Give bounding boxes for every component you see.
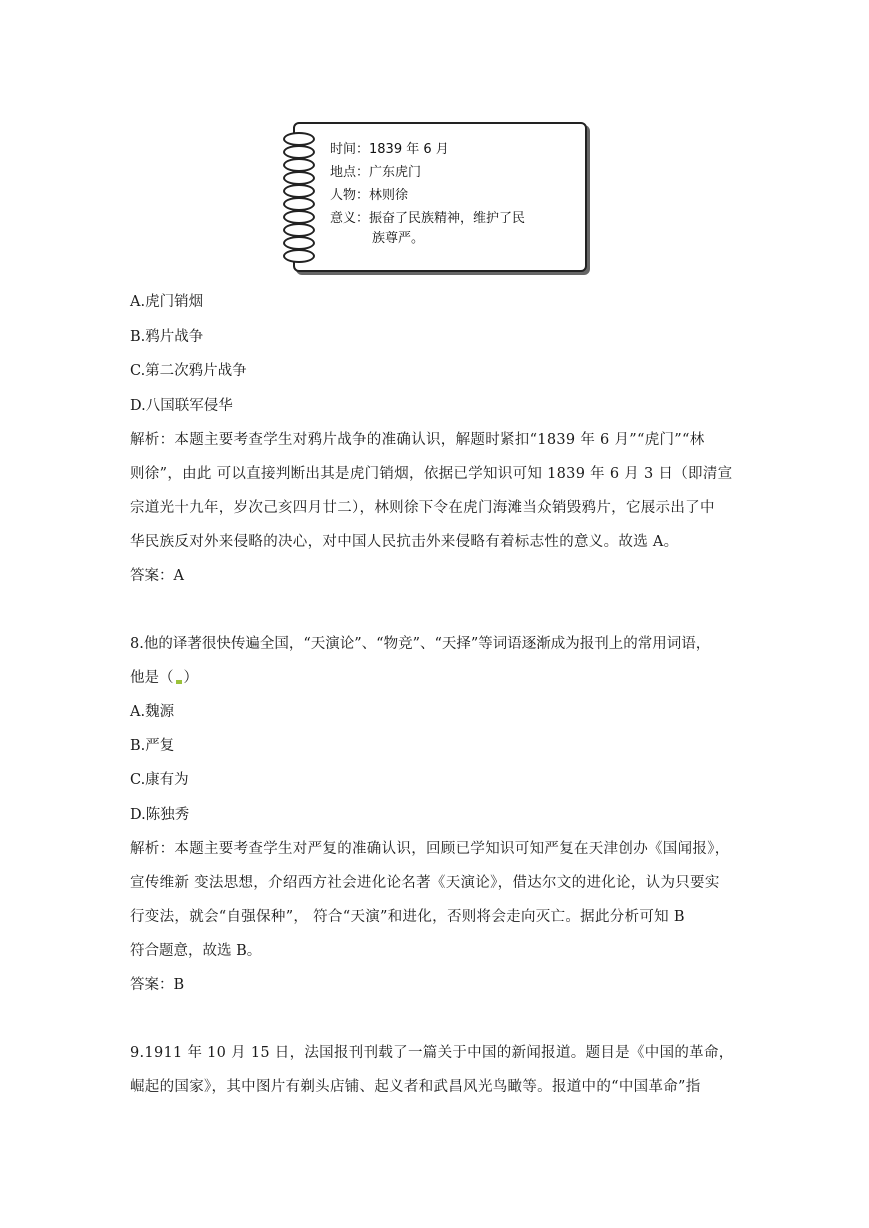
q9-stem-line: 9.1911 年 10 月 15 日，法国报刊刊载了一篇关于中国的新闻报道。题目是《中国的革命， bbox=[130, 1045, 734, 1061]
figure-line-significance-cont: 族尊严。 bbox=[372, 231, 425, 246]
figure-line-significance: 意义：振奋了民族精神，维护了民 bbox=[330, 211, 526, 226]
q8-stem-text: 他是（ bbox=[130, 670, 174, 686]
answer-blank-marker bbox=[176, 680, 182, 684]
spiral-ring-icon bbox=[283, 171, 315, 185]
q7-analysis-line: 则徐”，由此 可以直接判断出其是虎门销烟，依据已学知识可知 1839 年 6 月 3 日（即清宣 bbox=[130, 466, 733, 482]
spiral-ring-icon bbox=[283, 197, 315, 211]
q8-stem-line: 8.他的译著很快传遍全国，“天演论”、“物竞”、“天择”等词语逐渐成为报刊上的常用词语， bbox=[130, 636, 711, 652]
figure-line-place: 地点：广东虎门 bbox=[330, 165, 422, 180]
q8-analysis-line: 宣传维新 变法思想，介绍西方社会进化论名著《天演论》，借达尔文的进化论，认为只要实 bbox=[130, 875, 720, 891]
q7-analysis-line: 解析：本题主要考查学生对鸦片战争的准确认识，解题时紧扣“1839 年 6 月”“虎门”“林 bbox=[130, 432, 705, 448]
q7-option-b: B.鸦片战争 bbox=[130, 329, 204, 345]
q8-option-c: C.康有为 bbox=[130, 772, 189, 788]
q7-analysis-line: 宗道光十九年，岁次己亥四月廿二），林则徐下令在虎门海滩当众销毁鸦片，它展示出了中 bbox=[130, 500, 715, 516]
spiral-ring-icon bbox=[283, 249, 315, 263]
q7-analysis-line: 华民族反对外来侵略的决心，对中国人民抗击外来侵略有着标志性的意义。故选 A。 bbox=[130, 534, 679, 550]
q7-option-a: A.虎门销烟 bbox=[130, 294, 204, 310]
q9-stem-line: 崛起的国家》，其中图片有剃头店铺、起义者和武昌风光鸟瞰等。报道中的“中国革命”指 bbox=[130, 1079, 701, 1095]
q8-option-d: D.陈独秀 bbox=[130, 807, 190, 823]
figure-line-person: 人物：林则徐 bbox=[330, 188, 409, 203]
q8-answer: 答案：B bbox=[130, 977, 185, 993]
notebook-figure bbox=[283, 118, 586, 274]
spiral-ring-icon bbox=[283, 132, 315, 146]
q8-option-b: B.严复 bbox=[130, 738, 175, 754]
q8-option-a: A.魏源 bbox=[130, 704, 175, 720]
spiral-ring-icon bbox=[283, 236, 315, 250]
q7-option-d: D.八国联军侵华 bbox=[130, 398, 233, 414]
spiral-ring-icon bbox=[283, 184, 315, 198]
q8-stem-close: ） bbox=[183, 670, 198, 686]
figure-line-time: 时间：1839 年 6 月 bbox=[330, 142, 449, 157]
q8-analysis-line: 解析：本题主要考查学生对严复的准确认识，回顾已学知识可知严复在天津创办《国闻报》， bbox=[130, 841, 730, 857]
spiral-ring-icon bbox=[283, 158, 315, 172]
q7-option-c: C.第二次鸦片战争 bbox=[130, 363, 247, 379]
q8-stem-line bbox=[130, 668, 198, 688]
q8-analysis-line: 行变法，就会“自强保种”， 符合“天演”和进化，否则将会走向灭亡。据此分析可知 B bbox=[130, 909, 685, 925]
spiral-ring-icon bbox=[283, 145, 315, 159]
spiral-ring-icon bbox=[283, 210, 315, 224]
q8-analysis-line: 符合题意，故选 B。 bbox=[130, 943, 262, 959]
spiral-ring-icon bbox=[283, 223, 315, 237]
q7-answer: 答案：A bbox=[130, 568, 184, 584]
